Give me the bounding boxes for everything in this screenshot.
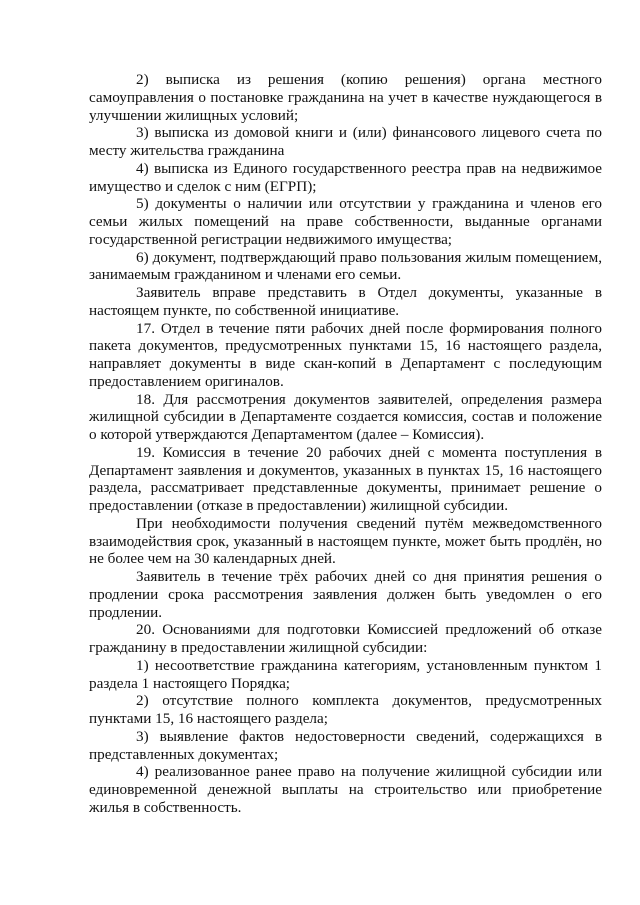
paragraph-item-4-egrp: 4) выписка из Единого государственного реестра прав на недвижимое имущество и сделок с ним (ЕГРП); [89,159,602,195]
paragraph-refusal-ground-3: 3) выявление фактов недостоверности сведений, содержащихся в представленных документах; [89,727,602,763]
document-body [89,71,602,817]
paragraph-applicant-initiative: Заявитель вправе представить в Отдел документы, указанные в настоящем пункте, по собственной инициативе. [89,284,602,319]
paragraph-item-6-right-of-use: 6) документ, подтверждающий право пользования жилым помещением, занимаемым гражданином и членами его семьи. [89,248,602,284]
paragraph-extension-notice: Заявитель в течение трёх рабочих дней со дня принятия решения о продлении срока рассмотрения заявления должен быть уведомлен о его продлении. [89,568,602,621]
paragraph-clause-17: 17. Отдел в течение пяти рабочих дней после формирования полного пакета документов, предусмотренных пунктами 15, 16 настоящего раздела, направляет документы в виде скан-копий в Департамент с последующим предоставлением оригиналов. [89,319,602,390]
paragraph-term-extension: При необходимости получения сведений путём межведомственного взаимодействия срок, указанный в настоящем пункте, может быть продлён, но не более чем на 30 календарных дней. [89,514,602,568]
paragraph-refusal-ground-2: 2) отсутствие полного комплекта документов, предусмотренных пунктами 15, 16 настоящего раздела; [89,692,602,727]
paragraph-refusal-ground-1: 1) несоответствие гражданина категориям, установленным пунктом 1 раздела 1 настоящего Порядка; [89,656,602,692]
paragraph-clause-19: 19. Комиссия в течение 20 рабочих дней с момента поступления в Департамент заявления и документов, указанных в пунктах 15, 16 настоящего раздела, рассматривает представленные документы, принимает решение о предоставлении (отказе в предоставлении) жилищной субсидии. [89,443,602,514]
paragraph-clause-18: 18. Для рассмотрения документов заявителей, определения размера жилищной субсидии в Департаменте создается комиссия, состав и положение о которой утверждаются Департаментом (далее – Комиссия). [89,390,602,443]
paragraph-refusal-ground-4: 4) реализованное ранее право на получение жилищной субсидии или единовременной денежной выплаты на строительство или приобретение жилья в собственность. [89,763,602,816]
paragraph-item-5-property-documents: 5) документы о наличии или отсутствии у гражданина и членов его семьи жилых помещений на праве собственности, выданные органами государственной регистрации недвижимого имущества; [89,195,602,248]
paragraph-item-2-extract-decision: 2) выписка из решения (копию решения) органа местного самоуправления о постановке гражданина на учет в качестве нуждающегося в улучшении жилищных условий; [89,71,602,124]
paragraph-clause-20: 20. Основаниями для подготовки Комиссией предложений об отказе гражданину в предоставлении жилищной субсидии: [89,621,602,656]
paragraph-item-3-house-book: 3) выписка из домовой книги и (или) финансового лицевого счета по месту жительства гражданина [89,124,602,159]
